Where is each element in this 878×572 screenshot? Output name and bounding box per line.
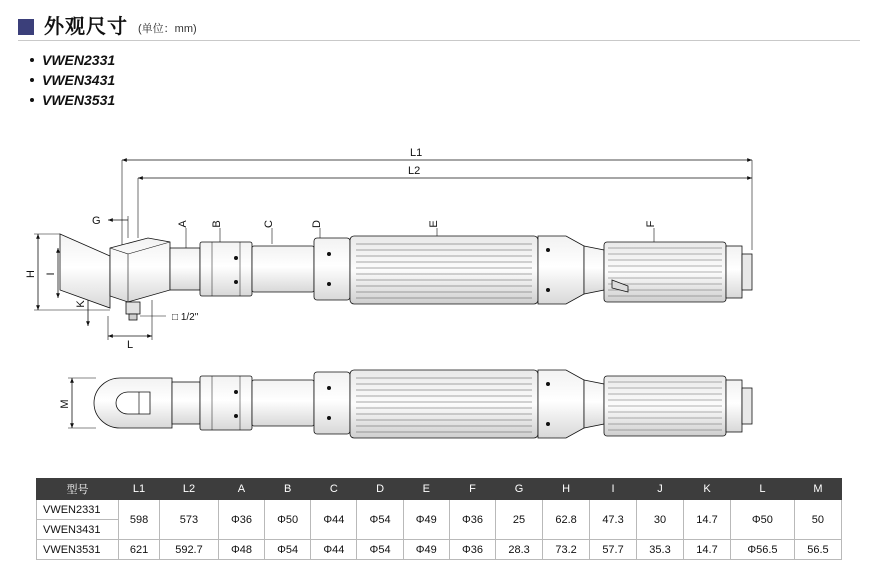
svg-text:F: F (645, 220, 657, 228)
cell-h: 62.8 (543, 500, 590, 540)
cell-h: 73.2 (543, 540, 590, 560)
column-header-g: G (496, 479, 543, 500)
column-header-m: M (794, 479, 841, 500)
cell-model: VWEN3431 (37, 520, 119, 540)
list-item: VWEN3531 (28, 90, 115, 110)
cell-a: Φ36 (218, 500, 264, 540)
cell-g: 25 (496, 500, 543, 540)
column-header-i: I (590, 479, 637, 500)
column-header-l2: L2 (160, 479, 219, 500)
svg-text:D: D (311, 220, 323, 228)
svg-text:H: H (25, 270, 37, 278)
svg-text:G: G (92, 215, 101, 227)
svg-text:K: K (75, 300, 87, 308)
cell-f: Φ36 (449, 540, 495, 560)
column-header-d: D (357, 479, 403, 500)
cell-l: Φ56.5 (730, 540, 794, 560)
cell-m: 50 (794, 500, 841, 540)
cell-l2: 592.7 (160, 540, 219, 560)
column-header-l: L (730, 479, 794, 500)
cell-c: Φ44 (311, 540, 357, 560)
column-header-h: H (543, 479, 590, 500)
column-header-c: C (311, 479, 357, 500)
cell-g: 28.3 (496, 540, 543, 560)
svg-text:C: C (263, 220, 275, 228)
cell-k: 14.7 (684, 540, 731, 560)
page-title (18, 10, 197, 39)
cell-i: 47.3 (590, 500, 637, 540)
model-list (28, 50, 115, 110)
cell-m: 56.5 (794, 540, 841, 560)
spec-table (36, 478, 842, 560)
column-header-j: J (637, 479, 684, 500)
cell-l1: 621 (119, 540, 160, 560)
cell-d: Φ54 (357, 540, 403, 560)
cell-k: 14.7 (684, 500, 731, 540)
cell-i: 57.7 (590, 540, 637, 560)
cell-e: Φ49 (403, 500, 449, 540)
svg-text:□ 1/2": □ 1/2" (172, 312, 199, 323)
svg-text:B: B (211, 220, 223, 228)
column-header-a: A (218, 479, 264, 500)
cell-e: Φ49 (403, 540, 449, 560)
cell-j: 30 (637, 500, 684, 540)
title-text: 外观尺寸 (44, 16, 128, 38)
cell-b: Φ50 (265, 500, 311, 540)
table-row (37, 540, 842, 560)
column-header-k: K (684, 479, 731, 500)
cell-b: Φ54 (265, 540, 311, 560)
title-marker-icon (18, 19, 34, 35)
column-header-model: 型号 (37, 479, 119, 500)
cell-model: VWEN3531 (37, 540, 119, 560)
list-item: VWEN3431 (28, 70, 115, 90)
cell-j: 35.3 (637, 540, 684, 560)
cell-model: VWEN2331 (37, 500, 119, 520)
table-header-row (37, 479, 842, 500)
column-header-f: F (449, 479, 495, 500)
svg-text:L1: L1 (410, 147, 423, 159)
cell-l: Φ50 (730, 500, 794, 540)
svg-text:M: M (59, 399, 71, 409)
cell-d: Φ54 (357, 500, 403, 540)
svg-text:A: A (177, 220, 189, 228)
svg-text:I: I (45, 272, 57, 276)
technical-drawing (0, 130, 878, 470)
cell-l2: 573 (160, 500, 219, 540)
column-header-e: E (403, 479, 449, 500)
cell-f: Φ36 (449, 500, 495, 540)
title-divider (18, 40, 860, 41)
cell-l1: 598 (119, 500, 160, 540)
column-header-b: B (265, 479, 311, 500)
cell-c: Φ44 (311, 500, 357, 540)
column-header-l1: L1 (119, 479, 160, 500)
table-row (37, 500, 842, 520)
svg-text:L2: L2 (408, 165, 421, 177)
cell-a: Φ48 (218, 540, 264, 560)
title-unit-note: (单位：mm) (138, 23, 197, 35)
svg-text:L: L (126, 339, 134, 351)
svg-text:E: E (428, 220, 440, 228)
list-item: VWEN2331 (28, 50, 115, 70)
